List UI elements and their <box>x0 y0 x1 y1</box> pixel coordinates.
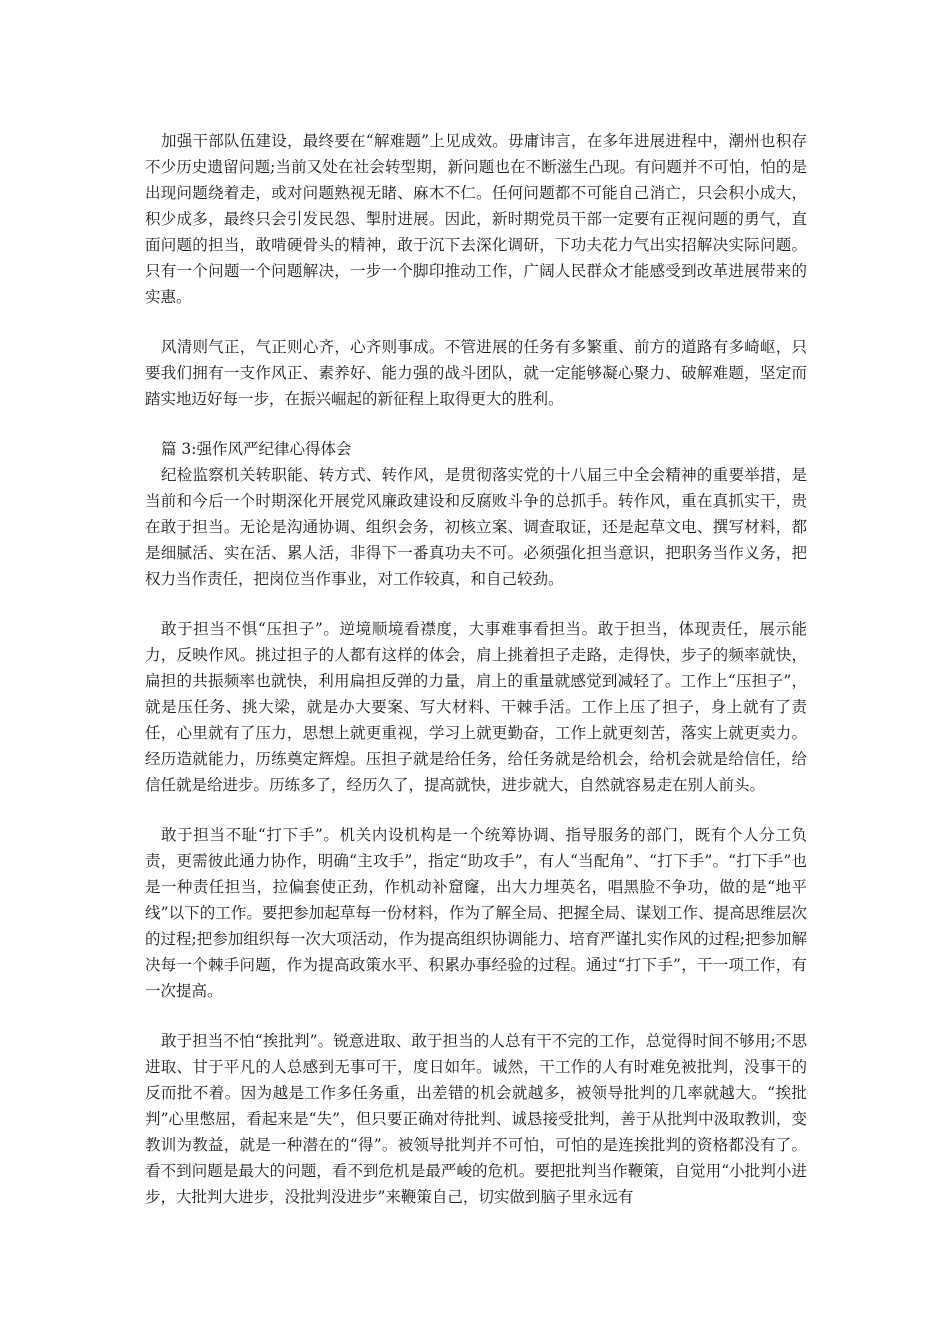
paragraph-clean-style: 风清则气正，气正则心齐，心齐则事成。不管进展的任务有多繁重、前方的道路有多崎岖，只要我们拥有一支作风正、素养好、能力强的战斗团队，就一定能够凝心聚力、破解难题，坚定而踏实地迈好每一步，在振兴崛起的新征程上取得更大的胜利。 <box>145 338 807 408</box>
paragraph-assistant: 敢于担当不耻“打下手”。机关内设机构是一个统筹协调、指导服务的部门，既有个人分工负责，更需彼此通力协作，明确“主攻手”，指定“助攻手”，有人“当配角”、“打下手”。“打下手”也是一种责任担当，拉偏套使正劲，作机动补窟窿，出大力埋英名，唱黑脸不争功，做的是“地平线”以下的工作。要把参加起草每一份材料，作为了解全局、把握全局、谋划工作、提高思维层次的过程;把参加组织每一次大项活动，作为提高组织协调能力、培育严谨扎实作风的过程;把参加解决每一个棘手问题，作为提高政策水平、积累办事经验的过程。通过“打下手”，干一项工作，有一次提高。 <box>145 826 807 1000</box>
paragraph-solving-problems: 加强干部队伍建设，最终要在“解难题”上见成效。毋庸讳言，在多年进展进程中，潮州也积存不少历史遗留问题;当前又处在社会转型期，新问题也在不断滋生凸现。有问题并不可怕，怕的是出现问题绕着走，或对问题熟视无睹、麻木不仁。任何问题都不可能自己消亡，只会积小成大，积少成多，最终只会引发民怨、掣肘进展。因此，新时期党员干部一定要有正视问题的勇气，直面问题的担当，敢啃硬骨头的精神，敢于沉下去深化调研，下功夫花力气出实招解决实际问题。只有一个问题一个问题解决，一步一个脚印推动工作，广阔人民群众才能感受到改革进展带来的实惠。 <box>145 132 807 306</box>
paragraph-intro: 纪检监察机关转职能、转方式、转作风，是贯彻落实党的十八届三中全会精神的重要举措，是当前和今后一个时期深化开展党风廉政建设和反腐败斗争的总抓手。转作风，重在真抓实干，贵在敢于担当。无论是沟通协调、组织会务，初核立案、调查取证，还是起草文电、撰写材料，都是细腻活、实在活、累人活，非得下一番真功夫不可。必须强化担当意识，把职务当作义务，把权力当作责任，把岗位当作事业，对工作较真，和自己较劲。 <box>145 466 807 588</box>
paragraph-burden: 敢于担当不惧“压担子”。逆境顺境看襟度，大事难事看担当。敢于担当，体现责任，展示能力，反映作风。挑过担子的人都有这样的体会，肩上挑着担子走路，走得快，步子的频率就快，扁担的共振频率也就快，利用扁担反弹的力量，肩上的重量就感觉到减轻了。工作上“压担子”，就是压任务、挑大梁，就是办大要案、写大材料、干棘手活。工作上压了担子，身上就有了责任，心里就有了压力，思想上就更重视，学习上就更勤奋，工作上就更刻苦，落实上就更卖力。经历造就能力，历练奠定辉煌。压担子就是给任务，给任务就是给机会，给机会就是给信任，给信任就是给进步。历练多了，经历久了，提高就快，进步就大，自然就容易走在别人前头。 <box>145 620 807 794</box>
section-heading: 篇 3:强作风严纪律心得体会 <box>161 440 352 458</box>
paragraph-criticism: 敢于担当不怕“挨批判”。锐意进取、敢于担当的人总有干不完的工作，总觉得时间不够用;不思进取、甘于平凡的人总感到无事可干，度日如年。诚然，干工作的人有时难免被批判，没事干的反而批不着。因为越是工作多任务重，出差错的机会就越多，被领导批判的几率就越大。“挨批判”心里憋屈，看起来是“失”，但只要正确对待批判、诚恳接受批判，善于从批判中汲取教训，变教训为教益，就是一种潜在的“得”。被领导批判并不可怕，可怕的是连挨批判的资格都没有了。看不到问题是最大的问题，看不到危机是最严峻的危机。要把批判当作鞭策，自觉用“小批判小进步，大批判大进步，没批判没进步”来鞭策自己，切实做到脑子里永远有 <box>145 1032 807 1206</box>
document-page <box>145 128 807 1234</box>
